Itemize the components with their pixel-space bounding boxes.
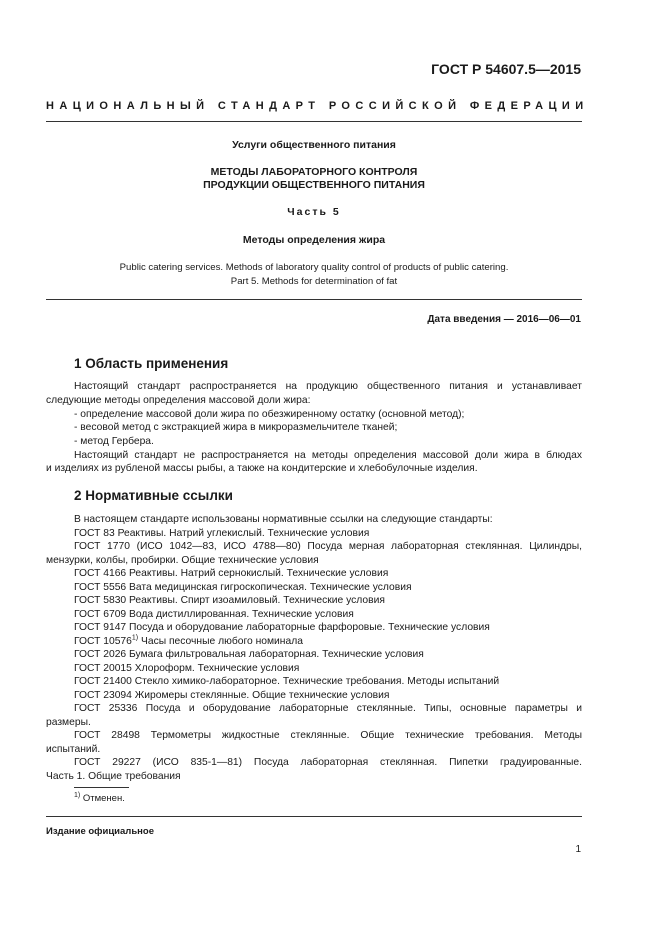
title-line-1: Услуги общественного питания: [232, 139, 396, 151]
footnote-divider: [74, 787, 129, 788]
page-number: 1: [575, 844, 581, 855]
standard-code: ГОСТ Р 54607.5—2015: [431, 61, 581, 77]
method-list-item: - определение массовой доли жира по обезжиренному остатку (основной метод);: [74, 409, 465, 420]
reference-item-continuation: Часть 1. Общие требования: [46, 771, 181, 782]
national-standard-banner: НАЦИОНАЛЬНЫЙ СТАНДАРТ РОССИЙСКОЙ ФЕДЕРАЦИИ: [46, 100, 589, 112]
footnote-text: Отменен.: [80, 793, 125, 804]
part-label: Часть 5: [287, 206, 341, 218]
reference-item: [74, 635, 303, 649]
reference-item: ГОСТ 2026 Бумага фильтровальная лабораторная. Технические условия: [74, 649, 424, 660]
reference-item: ГОСТ 5556 Вата медицинская гигроскопическая. Технические условия: [74, 582, 412, 593]
reference-item: ГОСТ 83 Реактивы. Натрий углекислый. Технические условия: [74, 528, 370, 539]
reference-code: ГОСТ 10576: [74, 636, 132, 647]
reference-item-continuation: испытаний.: [46, 744, 101, 755]
reference-item: ГОСТ 28498 Термометры жидкостные стеклянные. Общие технические требования. Методы: [74, 730, 582, 741]
footnote-marker: 1): [74, 791, 81, 799]
section-2-heading: 2 Нормативные ссылки: [74, 488, 233, 503]
title-divider: [46, 299, 582, 300]
method-list-item: - весовой метод с экстракцией жира в микроразмельчителе тканей;: [74, 422, 398, 433]
reference-item: ГОСТ 20015 Хлороформ. Технические условия: [74, 663, 300, 674]
official-edition-label: Издание официальное: [46, 826, 154, 837]
reference-item: ГОСТ 25336 Посуда и оборудование лабораторные стеклянные. Типы, основные параметры и: [74, 703, 582, 714]
english-title-line-1: Public catering services. Methods of laboratory quality control of products of public catering.: [119, 262, 509, 273]
english-title-line-2: Part 5. Methods for determination of fat: [230, 276, 398, 287]
reference-item: ГОСТ 9147 Посуда и оборудование лабораторные фарфоровые. Технические условия: [74, 622, 490, 633]
subtitle: Методы определения жира: [242, 234, 386, 246]
section-1-paragraph-2-line-1: Настоящий стандарт не распространяется на методы определения массовой доли жира в блюдах: [74, 450, 582, 461]
reference-item: ГОСТ 29227 (ИСО 835-1—81) Посуда лабораторная стеклянная. Пипетки градуированные.: [74, 757, 582, 768]
footnote: [74, 793, 125, 804]
reference-item: ГОСТ 6709 Вода дистиллированная. Технические условия: [74, 609, 354, 620]
footnote-marker: 1): [131, 634, 139, 642]
footer-divider: [46, 816, 582, 817]
reference-item: ГОСТ 23094 Жиромеры стеклянные. Общие технические условия: [74, 690, 390, 701]
method-list-item: - метод Гербера.: [74, 436, 154, 447]
reference-item: ГОСТ 4166 Реактивы. Натрий сернокислый. Технические условия: [74, 568, 389, 579]
section-1-paragraph-1-line-2: следующие методы определения массовой доли жира:: [46, 395, 311, 406]
title-line-3: ПРОДУКЦИИ ОБЩЕСТВЕННОГО ПИТАНИЯ: [203, 179, 425, 191]
reference-item: ГОСТ 21400 Стекло химико-лабораторное. Технические требования. Методы испытаний: [74, 676, 500, 687]
header-divider: [46, 121, 582, 122]
section-1-paragraph-1-line-1: Настоящий стандарт распространяется на продукцию общественного питания и устанавливает: [74, 381, 582, 392]
reference-item-continuation: размеры.: [46, 717, 91, 728]
reference-item: ГОСТ 5830 Реактивы. Спирт изоамиловый. Технические условия: [74, 595, 385, 606]
section-1-paragraph-2-line-2: и изделиях из рубленой массы рыбы, а также на кондитерские и хлебобулочные изделия.: [46, 463, 478, 474]
introduction-date: Дата введения — 2016—06—01: [427, 314, 581, 325]
title-line-2: МЕТОДЫ ЛАБОРАТОРНОГО КОНТРОЛЯ: [210, 166, 418, 178]
section-1-heading: 1 Область применения: [74, 356, 229, 371]
references-intro: В настоящем стандарте использованы нормативные ссылки на следующие стандарты:: [74, 514, 493, 525]
reference-title: Часы песочные любого номинала: [138, 636, 303, 647]
reference-item-continuation: мензурки, колбы, пробирки. Общие технические условия: [46, 555, 319, 566]
reference-item: ГОСТ 1770 (ИСО 1042—83, ИСО 4788—80) Посуда мерная лабораторная стеклянная. Цилиндры,: [74, 541, 582, 552]
